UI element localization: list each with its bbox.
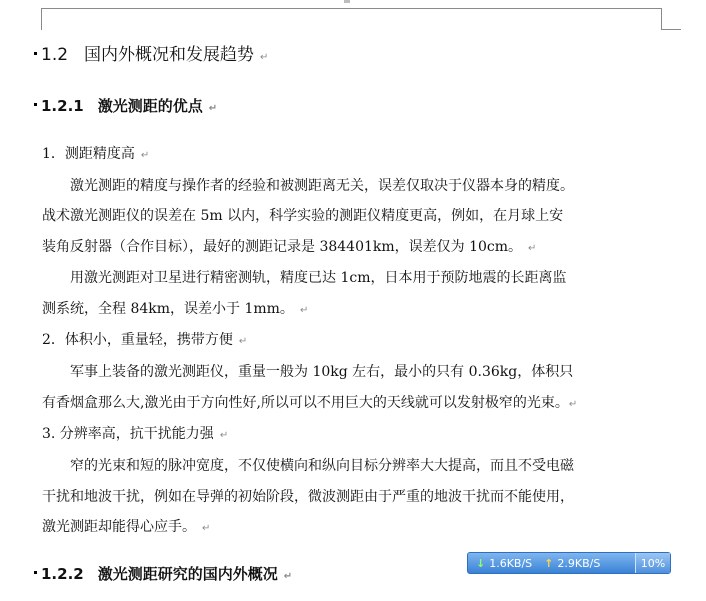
text-line[interactable]: 激光测距的精度与操作者的经验和被测距离无关，误差仅取决于仪器本身的精度。 [70, 178, 574, 194]
usage-percent: 10% [635, 553, 670, 573]
crop-mark-left-vertical [41, 8, 42, 30]
text-line[interactable]: 有香烟盒那么大,激光由于方向性好,所以可以不用巨大的天线就可以发射极窄的光束。↵ [42, 395, 578, 411]
page-top-marker [344, 0, 350, 3]
paragraph-mark-icon: ↵ [283, 571, 293, 582]
crop-mark-right-vertical [661, 8, 662, 30]
text-line[interactable]: 测系统，全程 84km，误差小于 1mm。 ↵ [42, 301, 309, 317]
paragraph-mark-icon: ↵ [528, 243, 537, 254]
paragraph-mark-icon: ↵ [202, 523, 211, 534]
text-line[interactable]: 窄的光束和短的脉冲宽度，不仅使横向和纵向目标分辨率大大提高，而且不受电磁 [70, 458, 574, 474]
paragraph-mark-icon: ↵ [238, 336, 248, 347]
text-line[interactable]: 激光测距却能得心应手。 ↵ [42, 519, 211, 535]
network-speed-monitor[interactable] [467, 552, 671, 574]
text-line[interactable]: 装角反射器（合作目标），最好的测距记录是 384401km，误差仅为 10cm。 ↵ [42, 239, 537, 255]
download-speed [468, 557, 532, 570]
text-line[interactable]: 用激光测距对卫星进行精密测轨，精度已达 1cm，日本用于预防地震的长距离监 [70, 270, 567, 286]
paragraph-format-bullet [34, 52, 37, 55]
arrow-up-icon: ↑ [544, 556, 554, 570]
arrow-down-icon: ↓ [476, 556, 486, 570]
paragraph-mark-icon: ↵ [208, 103, 218, 114]
heading-section-1-2-2[interactable]: 1.2.2 激光测距研究的国内外概况 ↵ [34, 563, 292, 584]
upload-speed-value: 2.9KB/S [557, 556, 601, 570]
paragraph-format-bullet [34, 103, 37, 106]
text-line[interactable]: 干扰和地波干扰，例如在导弹的初始阶段，微波测距由于严重的地波干扰而不能使用， [42, 489, 574, 505]
paragraph-mark-icon: ↵ [219, 430, 229, 441]
paragraph-mark-icon: ↵ [260, 52, 269, 63]
heading-section-1-2-1[interactable]: 1.2.1 激光测距的优点 ↵ [34, 95, 217, 116]
item-3-heading[interactable]: 3. 分辨率高，抗干扰能力强 ↵ [42, 426, 229, 442]
item-2-heading[interactable]: 2．体积小，重量轻，携带方便 ↵ [42, 332, 248, 348]
item-1-heading[interactable]: 1．测距精度高 ↵ [42, 146, 150, 162]
text-line[interactable]: 军事上装备的激光测距仪，重量一般为 10kg 左右，最小的只有 0.36kg，体积只 [70, 364, 574, 380]
download-speed-value: 1.6KB/S [489, 556, 533, 570]
heading-section-1-2[interactable]: 1.2 国内外概况和发展趋势 ↵ [34, 40, 268, 65]
paragraph-mark-icon: ↵ [140, 150, 150, 161]
paragraph-mark-icon: ↵ [568, 399, 578, 410]
upload-speed [536, 557, 600, 570]
crop-mark-left-horizontal [41, 8, 661, 9]
text-line[interactable]: 战术激光测距仪的误差在 5m 以内，科学实验的测距仪精度更高，例如，在月球上安 [42, 208, 564, 224]
paragraph-mark-icon: ↵ [299, 305, 309, 316]
crop-mark-right-horizontal [661, 29, 681, 30]
paragraph-format-bullet [34, 571, 37, 574]
